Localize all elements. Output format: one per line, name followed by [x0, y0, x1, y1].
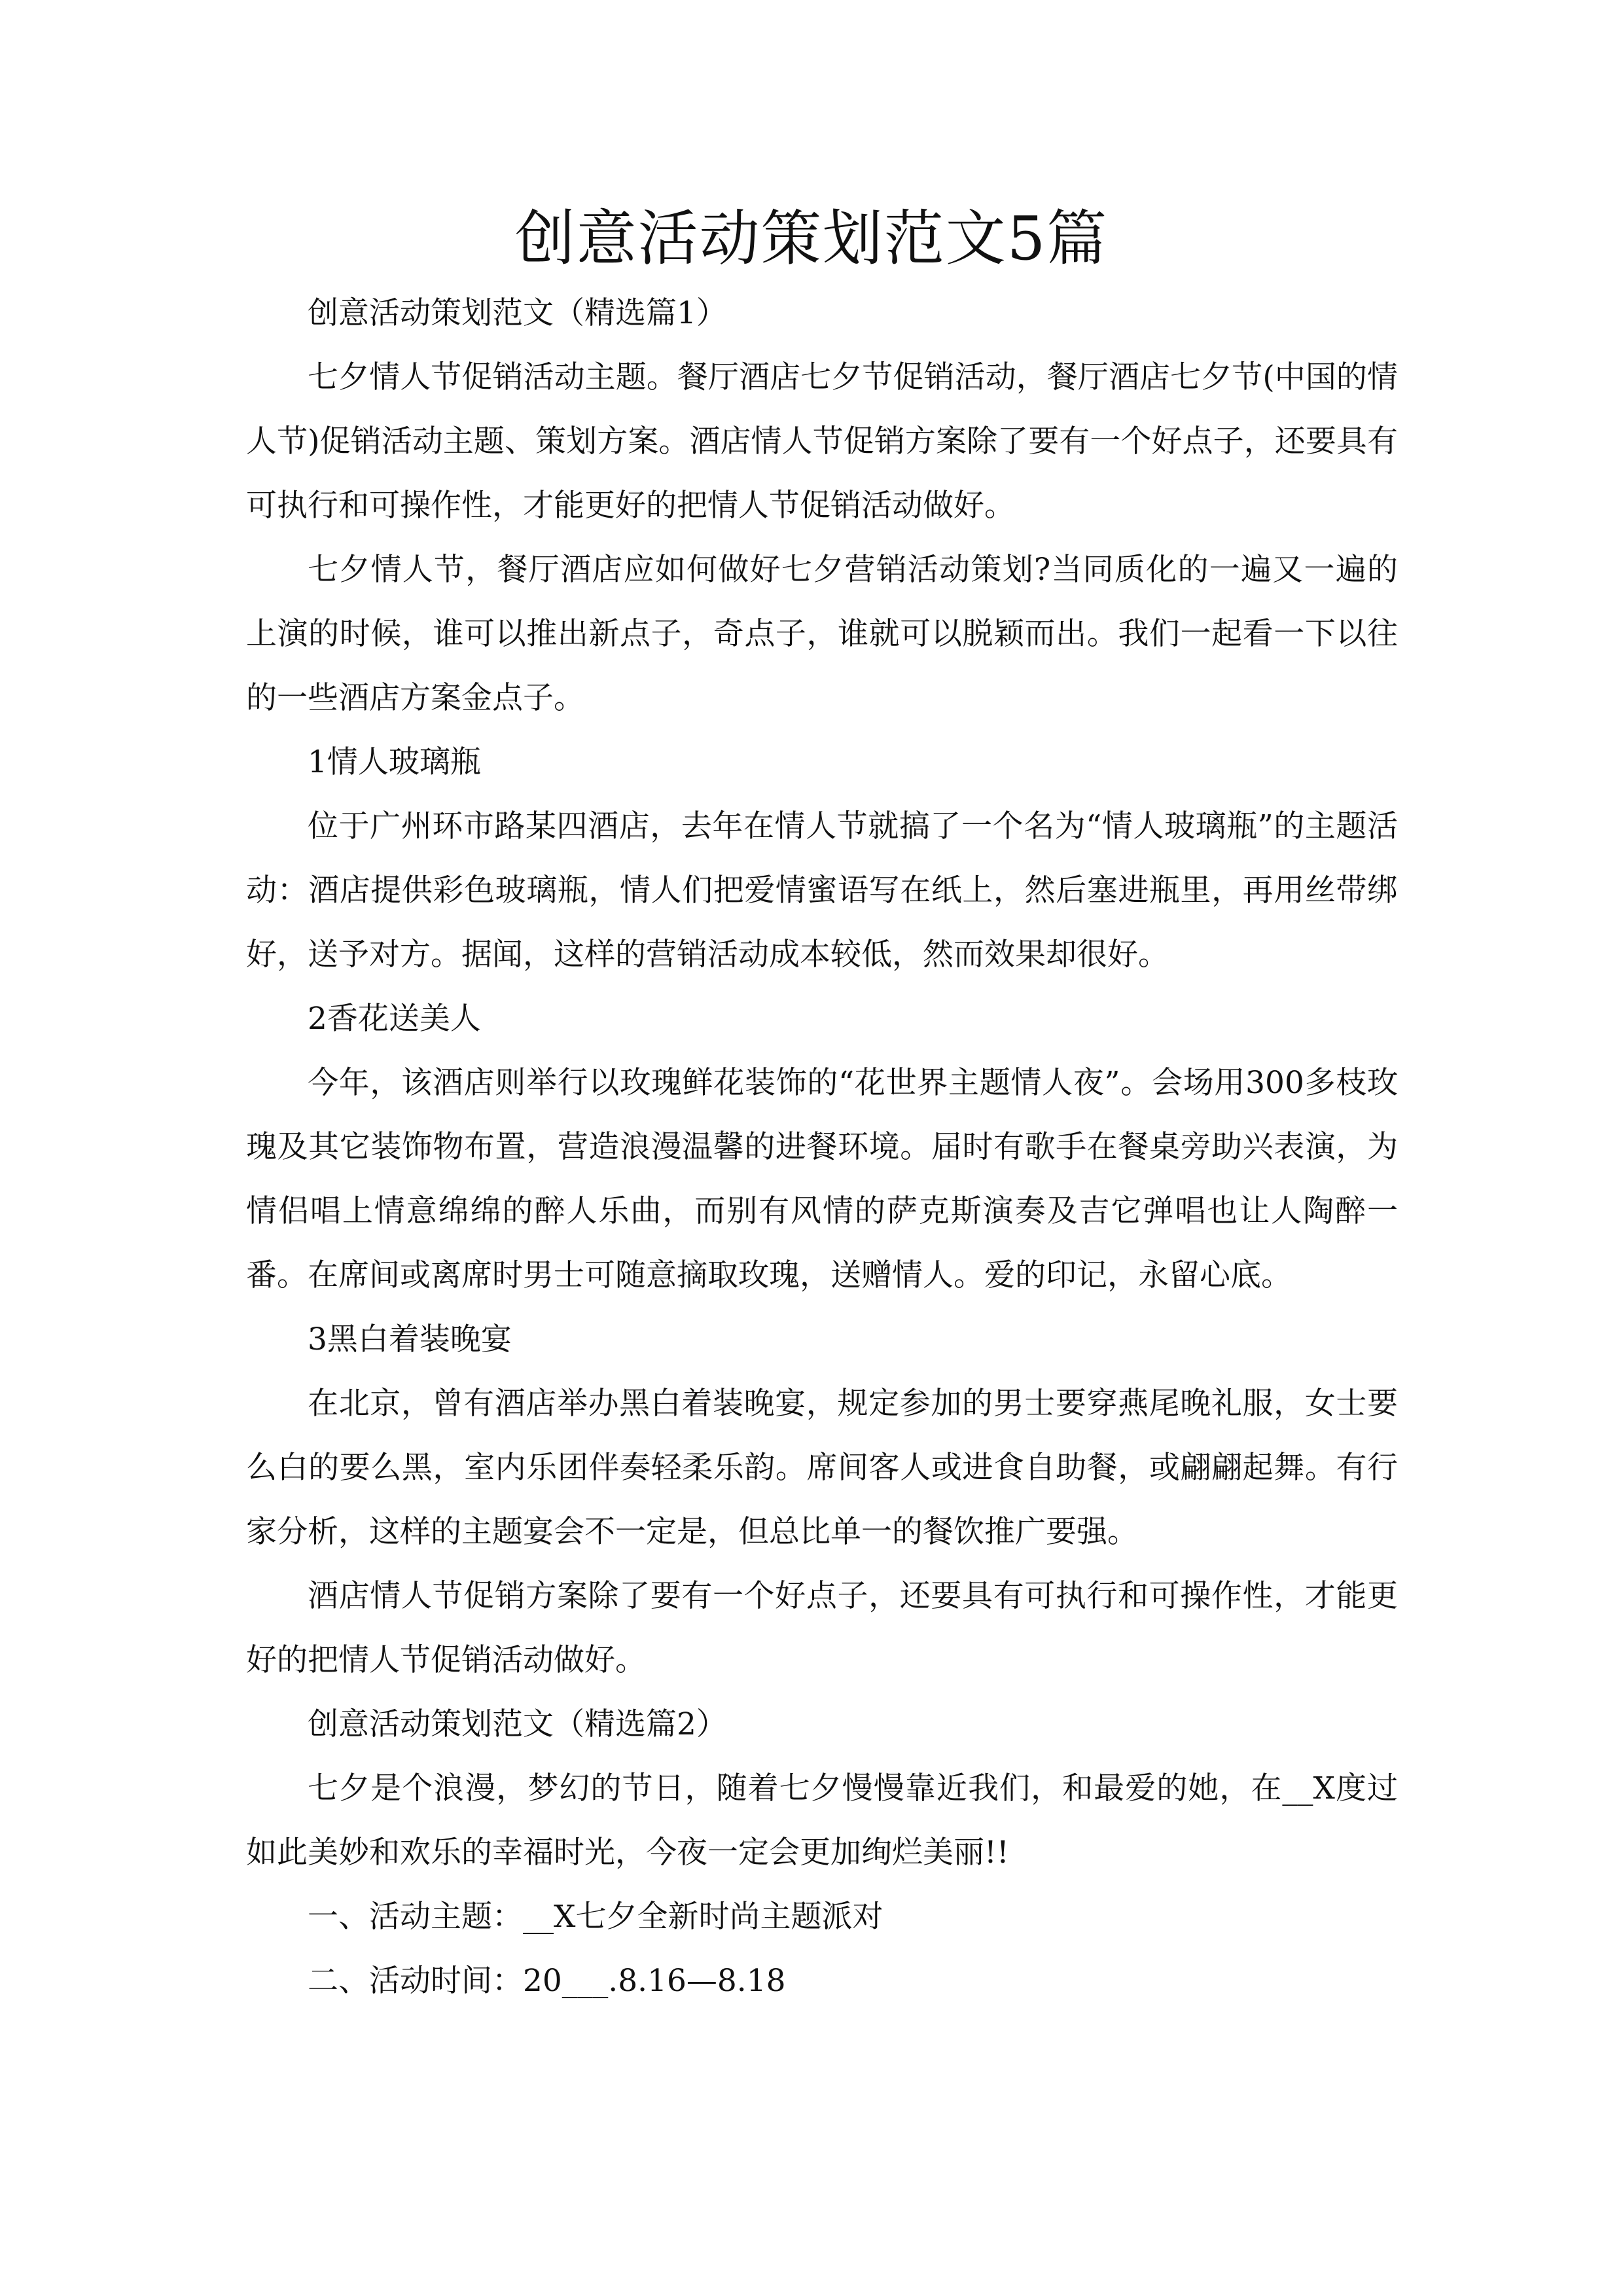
list-item: 一、活动主题：__X七夕全新时尚主题派对	[308, 1899, 883, 1935]
item-heading: 3黑白着装晚宴	[308, 1321, 512, 1357]
item-heading: 2香花送美人	[308, 1001, 481, 1037]
paragraph: 酒店情人节促销方案除了要有一个好点子，还要具有可执行和可操作性，才能更好的把情人节促销活动做好。	[246, 1578, 1398, 1678]
paragraph: 七夕情人节促销活动主题。餐厅酒店七夕节促销活动，餐厅酒店七夕节(中国的情人节)促销活动主题、策划方案。酒店情人节促销方案除了要有一个好点子，还要具有可执行和可操作性，才能更好的把情人节促销活动做好。	[246, 359, 1398, 524]
item-heading: 1情人玻璃瓶	[308, 744, 481, 780]
document-body	[246, 281, 1398, 2013]
paragraph: 今年，该酒店则举行以玫瑰鲜花装饰的“花世界主题情人夜”。会场用300多枝玫瑰及其它装饰物布置，营造浪漫温馨的进餐环境。届时有歌手在餐桌旁助兴表演，为情侣唱上情意绵绵的醉人乐曲，而别有风情的萨克斯演奏及吉它弹唱也让人陶醉一番。在席间或离席时男士可随意摘取玫瑰，送赠情人。爱的印记，永留心底。	[246, 1065, 1398, 1293]
paragraph: 七夕情人节，餐厅酒店应如何做好七夕营销活动策划?当同质化的一遍又一遍的上演的时候，谁可以推出新点子，奇点子，谁就可以脱颖而出。我们一起看一下以往的一些酒店方案金点子。	[246, 552, 1398, 716]
paragraph: 位于广州环市路某四酒店，去年在情人节就搞了一个名为“情人玻璃瓶”的主题活动：酒店提供彩色玻璃瓶，情人们把爱情蜜语写在纸上，然后塞进瓶里，再用丝带绑好，送予对方。据闻，这样的营销活动成本较低，然而效果却很好。	[246, 808, 1398, 973]
section-heading: 创意活动策划范文（精选篇2）	[308, 1706, 727, 1742]
paragraph: 在北京，曾有酒店举办黑白着装晚宴，规定参加的男士要穿燕尾晚礼服，女士要么白的要么黑，室内乐团伴奏轻柔乐韵。席间客人或进食自助餐，或翩翩起舞。有行家分析，这样的主题宴会不一定是，但总比单一的餐饮推广要强。	[246, 1386, 1398, 1550]
document-title: 创意活动策划范文5篇	[514, 204, 1109, 274]
section-heading: 创意活动策划范文（精选篇1）	[308, 295, 727, 331]
list-item: 二、活动时间：20___.8.16—8.18	[308, 1963, 786, 1999]
paragraph: 七夕是个浪漫，梦幻的节日，随着七夕慢慢靠近我们，和最爱的她，在__X度过如此美妙和欢乐的幸福时光，今夜一定会更加绚烂美丽!!	[246, 1770, 1398, 1871]
